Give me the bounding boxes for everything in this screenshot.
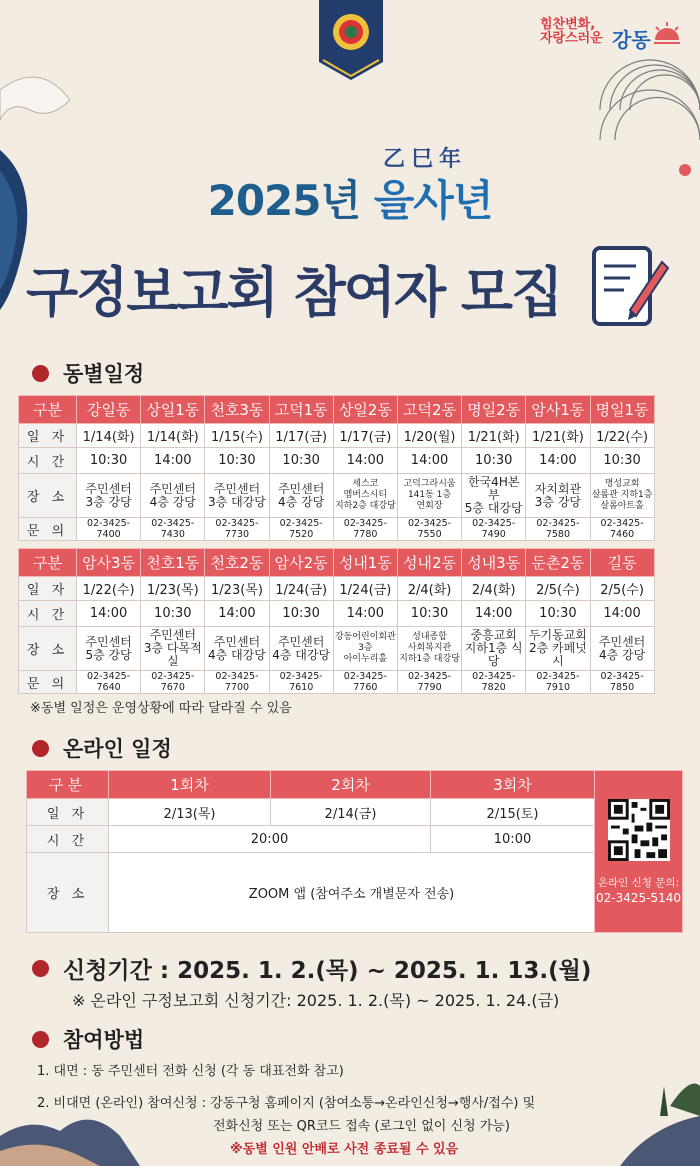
t2-row-tel [19,671,655,694]
t1-label-time: 시 간 [19,448,77,474]
t1-dong-cell: 상일2동 [333,396,397,424]
t2-tel-cell: 02-3425-7640 [77,671,141,694]
t2-date-cell: 2/4(화) [462,577,526,601]
online-date-1: 2/13(목) [109,799,271,826]
qr-cell [595,771,683,933]
t1-dong-cell: 명일2동 [462,396,526,424]
t2-time-cell: 10:30 [526,601,590,627]
title-year-name: 을사년 [373,176,493,225]
t2-time-cell: 10:30 [269,601,333,627]
t1-tel-cell: 02-3425-7490 [462,518,526,541]
t1-dong-cell: 명일1동 [590,396,654,424]
section-method-label: 참여방법 [63,1028,145,1052]
logo-name: 강동 [612,28,651,52]
bullet-dot [32,740,49,757]
t1-tel-cell: 02-3425-7520 [269,518,333,541]
t1-tel-cell: 02-3425-7550 [397,518,461,541]
t2-place-cell: 주민센터 3층 다목적실 [141,627,205,671]
t2-tel-cell: 02-3425-7670 [141,671,205,694]
t1-tel-cell: 02-3425-7580 [526,518,590,541]
t1-place-cell: 명성교회 살롬관 지하1층 살롬아트홀 [590,474,654,518]
t2-time-cell: 14:00 [205,601,269,627]
t1-date-cell: 1/17(금) [333,424,397,448]
t1-dong-cell: 고덕2동 [397,396,461,424]
t2-tel-cell: 02-3425-7820 [462,671,526,694]
t1-label-contact: 문 의 [19,518,77,541]
t1-date-cell: 1/14(화) [77,424,141,448]
t2-place-cell: 주민센터 4층 대강당 [269,627,333,671]
mountain-decoration [0,1076,700,1166]
t1-place-cell: 주민센터 4층 강당 [141,474,205,518]
document-pen-icon [590,242,670,332]
t2-row-place [19,627,655,671]
t2-label-place: 장 소 [19,627,77,671]
t1-place-cell: 자치회관 3층 강당 [526,474,590,518]
t1-time-cell: 10:30 [77,448,141,474]
t1-tel-cell: 02-3425-7730 [205,518,269,541]
t1-row-time [19,448,655,474]
method-warning: ※동별 인원 안배로 사전 종료될 수 있음 [230,1142,459,1157]
t2-time-cell: 10:30 [397,601,461,627]
online-label-date: 일 자 [27,799,109,826]
online-time-3: 10:00 [431,826,595,853]
section-online-schedule-label: 온라인 일정 [63,737,172,761]
t2-place-cell: 중흥교회 지하1층 식당 [462,627,526,671]
t2-time-cell: 10:30 [141,601,205,627]
section-dong-schedule [32,358,144,388]
t2-tel-cell: 02-3425-7790 [397,671,461,694]
t2-label-time: 시 간 [19,601,77,627]
t2-place-cell: 주민센터 5층 강당 [77,627,141,671]
t2-date-cell: 1/23(목) [141,577,205,601]
t1-place-cell: 세스코 멤버스시티 지하2층 대강당 [333,474,397,518]
t1-time-cell: 10:30 [462,448,526,474]
wave-decoration-right [560,40,700,180]
t1-date-cell: 1/15(수) [205,424,269,448]
online-date-2: 2/14(금) [271,799,431,826]
method-line-2: 2. 비대면 (온라인) 참여신청 : 강동구청 홈페이지 (참여소통→온라인신청→행사/접수) 및 [37,1096,536,1111]
online-time-1-2: 20:00 [109,826,431,853]
online-header-division: 구분 [27,771,109,799]
t2-date-cell: 1/22(수) [77,577,141,601]
t1-place-cell: 주민센터 4층 강당 [269,474,333,518]
dong-schedule-table-1 [18,395,655,541]
t1-date-cell: 1/22(수) [590,424,654,448]
bullet-dot [32,365,49,382]
t2-label-division: 구분 [19,549,77,577]
online-date-3: 2/15(토) [431,799,595,826]
sun-logo-icon [652,22,682,48]
t1-place-cell: 고덕그라시움 141동 1층 연회장 [397,474,461,518]
t1-dong-cell: 강일동 [77,396,141,424]
t1-place-cell: 주민센터 3층 강당 [77,474,141,518]
t1-time-cell: 10:30 [205,448,269,474]
t2-dong-cell: 성내2동 [397,549,461,577]
method-line-1: 1. 대면 : 동 주민센터 전화 신청 (각 동 대표전화 참고) [37,1064,344,1079]
t1-row-place [19,474,655,518]
t2-date-cell: 2/4(화) [397,577,461,601]
t2-date-cell: 1/24(금) [333,577,397,601]
t2-time-cell: 14:00 [462,601,526,627]
t2-dong-cell: 천호1동 [141,549,205,577]
t2-place-cell: 주민센터 4층 강당 [590,627,654,671]
t1-date-cell: 1/21(화) [462,424,526,448]
t2-label-contact: 문 의 [19,671,77,694]
t1-date-cell: 1/14(화) [141,424,205,448]
online-place: ZOOM 앱 (참여주소 개별문자 전송) [109,853,595,933]
qr-tel: 02-3425-5140 [595,890,681,905]
t2-time-cell: 14:00 [590,601,654,627]
t2-date-cell: 1/23(목) [205,577,269,601]
t2-time-cell: 14:00 [77,601,141,627]
online-round-2: 2회차 [271,771,431,799]
logo-slogan: 힘찬변화, 자랑스러운 [540,17,603,46]
t1-tel-cell: 02-3425-7430 [141,518,205,541]
t2-dong-cell: 길동 [590,549,654,577]
t1-place-cell: 주민센터 3층 대강당 [205,474,269,518]
qr-caption: 온라인 신청 문의: [597,876,680,889]
t1-row-tel [19,518,655,541]
t1-dong-cell: 고덕1동 [269,396,333,424]
application-period-text: 신청기간 : 2025. 1. 2.(목) ~ 2025. 1. 13.(월) [63,958,592,984]
t2-place-cell: 강동어린이회관 3층 아이누리홀 [333,627,397,671]
t1-time-cell: 14:00 [526,448,590,474]
online-label-time: 시 간 [27,826,109,853]
t1-time-cell: 10:30 [269,448,333,474]
t1-time-cell: 10:30 [590,448,654,474]
t1-time-cell: 14:00 [397,448,461,474]
t2-date-cell: 1/24(금) [269,577,333,601]
dong-schedule-table-2 [18,548,655,694]
online-round-3: 3회차 [431,771,595,799]
online-schedule-table [26,770,683,933]
online-application-period: ※ 온라인 구정보고회 신청기간: 2025. 1. 2.(목) ~ 2025. 1. 24.(금) [72,991,560,1010]
t1-label-place: 장 소 [19,474,77,518]
t1-label-division: 구분 [19,396,77,424]
t2-row-time [19,601,655,627]
gangdong-logo [540,18,690,58]
qr-code-icon[interactable] [608,799,670,861]
t1-date-cell: 1/20(월) [397,424,461,448]
t2-date-cell: 2/5(수) [590,577,654,601]
bullet-dot [32,960,49,977]
t1-row-date [19,424,655,448]
schedule-note: ※동별 일정은 운영상황에 따라 달라질 수 있음 [30,701,292,716]
t2-dong-cell: 천호2동 [205,549,269,577]
method-line-3: 전화신청 또는 QR코드 접속 (로그인 없이 신청 가능) [213,1119,510,1134]
t1-date-cell: 1/17(금) [269,424,333,448]
t1-dong-cell: 암사1동 [526,396,590,424]
page-title: 구정보고회 참여자 모집 [26,261,562,324]
t2-label-date: 일 자 [19,577,77,601]
t2-dong-cell: 성내1동 [333,549,397,577]
t2-dong-cell: 성내3동 [462,549,526,577]
t2-tel-cell: 02-3425-7910 [526,671,590,694]
t1-time-cell: 14:00 [333,448,397,474]
t1-time-cell: 14:00 [141,448,205,474]
t2-dong-cell: 암사2동 [269,549,333,577]
t2-date-cell: 2/5(수) [526,577,590,601]
application-period [32,952,591,985]
t2-place-cell: 성내종합 사회복지관 지하1층 대강당 [397,627,461,671]
title-year-number: 2025년 [207,176,361,225]
t2-row-dong [19,549,655,577]
bullet-dot [32,1031,49,1048]
t2-tel-cell: 02-3425-7700 [205,671,269,694]
t1-dong-cell: 상일1동 [141,396,205,424]
emblem-badge-icon [319,0,383,80]
t2-tel-cell: 02-3425-7850 [590,671,654,694]
t1-label-date: 일 자 [19,424,77,448]
online-round-1: 1회차 [109,771,271,799]
t2-dong-cell: 암사3동 [77,549,141,577]
section-method [32,1024,144,1054]
hanja-year: 乙巳年 [383,146,468,172]
t2-place-cell: 두기동교회 2층 카페넛시 [526,627,590,671]
t1-date-cell: 1/21(화) [526,424,590,448]
t2-tel-cell: 02-3425-7610 [269,671,333,694]
section-dong-schedule-label: 동별일정 [63,362,145,386]
t2-time-cell: 14:00 [333,601,397,627]
title-year [0,168,700,228]
section-online-schedule [32,733,172,763]
t1-tel-cell: 02-3425-7460 [590,518,654,541]
t1-tel-cell: 02-3425-7780 [333,518,397,541]
t2-place-cell: 주민센터 4층 대강당 [205,627,269,671]
t2-dong-cell: 둔촌2동 [526,549,590,577]
t1-dong-cell: 천호3동 [205,396,269,424]
online-label-place: 장 소 [27,853,109,933]
t2-row-date [19,577,655,601]
t1-row-dong [19,396,655,424]
t1-tel-cell: 02-3425-7400 [77,518,141,541]
t1-place-cell: 한국4H본부 5층 대강당 [462,474,526,518]
t2-tel-cell: 02-3425-7760 [333,671,397,694]
